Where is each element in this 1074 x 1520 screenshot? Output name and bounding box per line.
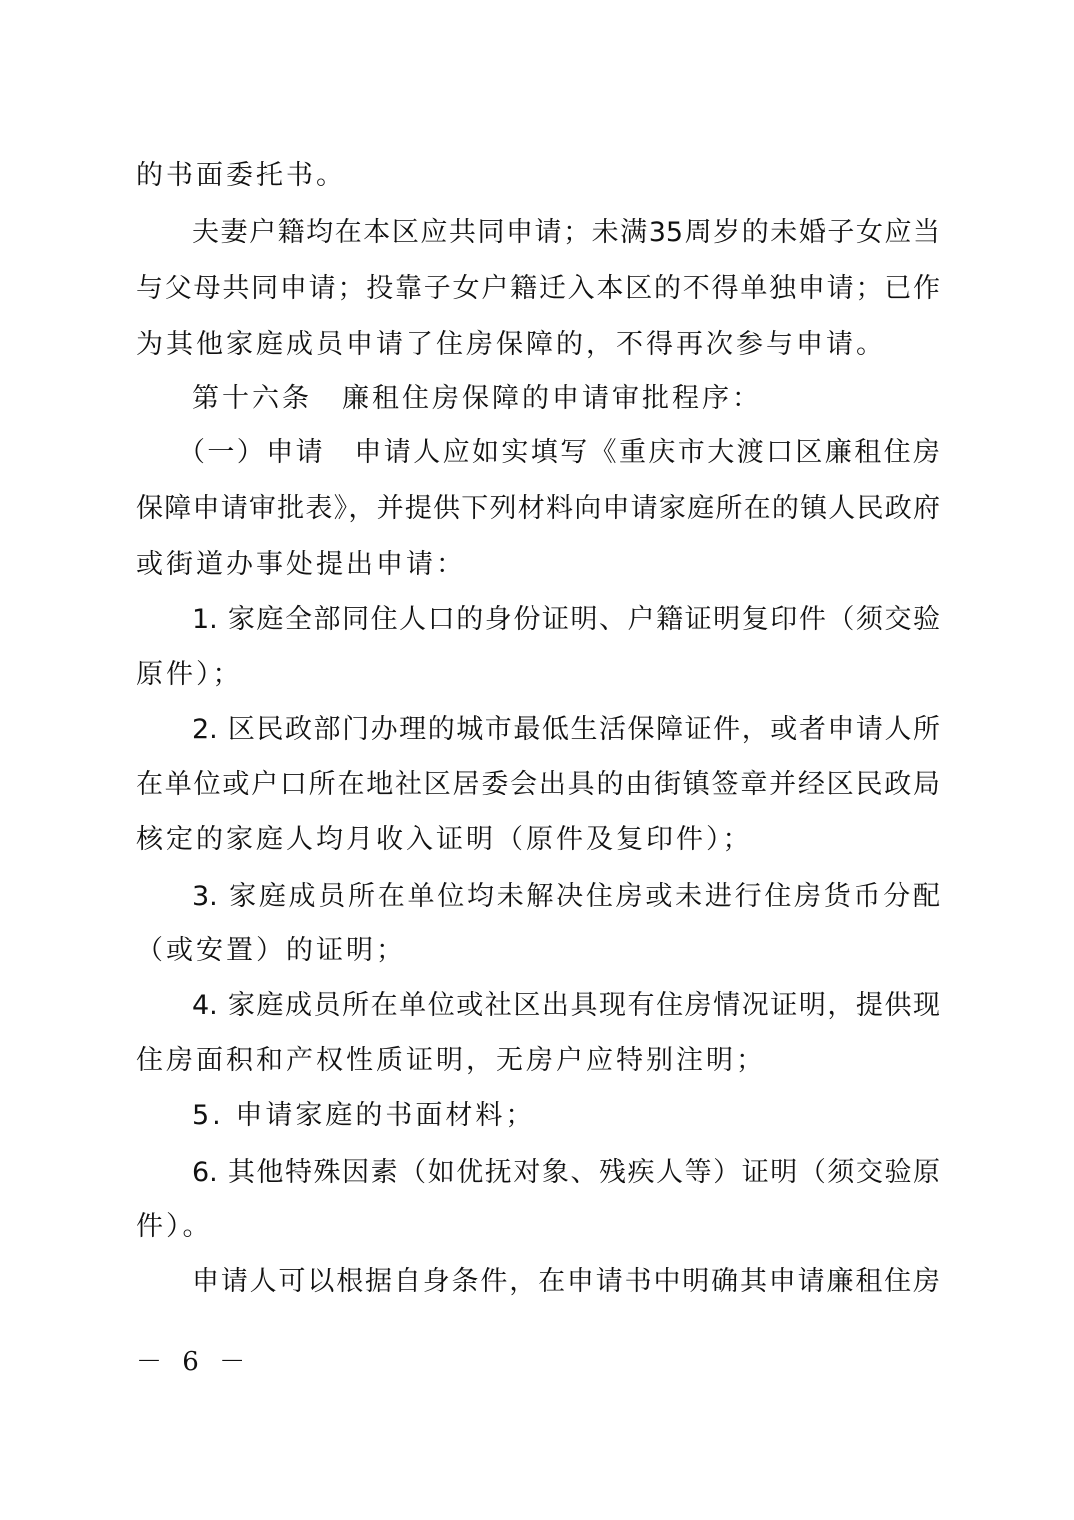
list-item: 4. 家庭成员所在单位或社区出具现有住房情况证明，提供现: [192, 990, 940, 1021]
text-line: 在单位或户口所在地社区居委会出具的由街镇签章并经区民政局: [136, 769, 940, 800]
list-item: 1. 家庭全部同住人口的身份证明、户籍证明复印件（须交验: [192, 604, 940, 635]
text-line: 夫妻户籍均在本区应共同申请；未满35周岁的未婚子女应当: [192, 217, 940, 248]
text-line: 核定的家庭人均月收入证明（原件及复印件）；: [136, 824, 753, 855]
text-line: 保障申请审批表》，并提供下列材料向申请家庭所在的镇人民政府: [136, 493, 940, 524]
text-line: 申请人可以根据自身条件，在申请书中明确其申请廉租住房: [192, 1266, 940, 1297]
text-line: （一）申请 申请人应如实填写《重庆市大渡口区廉租住房: [178, 437, 940, 468]
text-line: 原件）；: [136, 659, 243, 690]
text-line: 与父母共同申请；投靠子女户籍迁入本区的不得单独申请；已作: [136, 273, 940, 304]
list-item: 3. 家庭成员所在单位均未解决住房或未进行住房货币分配: [192, 881, 940, 912]
text-line: 为其他家庭成员申请了住房保障的，不得再次参与申请。: [136, 329, 886, 360]
text-line: （或安置）的证明；: [136, 935, 406, 966]
list-item: 2. 区民政部门办理的城市最低生活保障证件，或者申请人所: [192, 714, 940, 745]
list-item: 6. 其他特殊因素（如优抚对象、残疾人等）证明（须交验原: [192, 1157, 940, 1188]
text-line: 件）。: [136, 1211, 213, 1242]
text-line: 或街道办事处提出申请：: [136, 549, 466, 580]
page-number: － 6 －: [136, 1347, 252, 1377]
list-item: 5. 申请家庭的书面材料；: [192, 1100, 536, 1131]
article-heading: 第十六条 廉租住房保障的申请审批程序：: [192, 383, 762, 414]
text-line: 的书面委托书。: [136, 160, 346, 191]
text-line: 住房面积和产权性质证明，无房户应特别注明；: [136, 1045, 766, 1076]
